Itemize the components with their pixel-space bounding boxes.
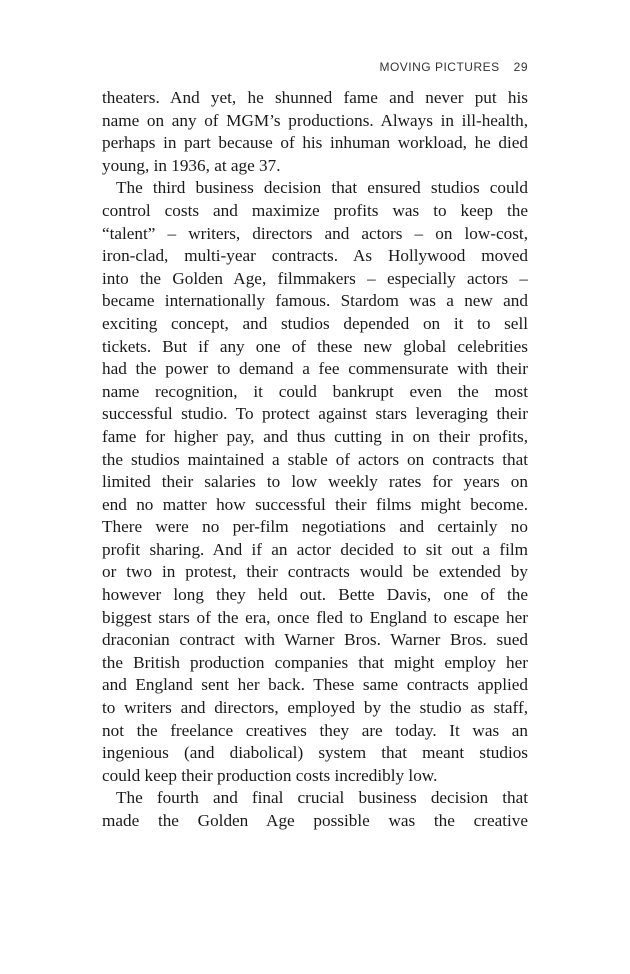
text-line-paragraph-start: The third business decision that ensured studios could <box>116 178 528 198</box>
text-line: perhaps in part because of his inhuman workload, he died <box>102 133 528 153</box>
text-line: name recognition, it could bankrupt even the most <box>102 381 528 401</box>
text-line: iron-clad, multi-year contracts. As Hollywood moved <box>102 246 528 266</box>
text-line: into the Golden Age, filmmakers – especially actors – <box>102 268 528 288</box>
body-text <box>102 87 528 833</box>
text-line-paragraph-start: The fourth and final crucial business decision that <box>116 788 528 808</box>
text-line: “talent” – writers, directors and actors – on low-cost, <box>102 223 528 243</box>
running-head <box>379 60 528 74</box>
text-line: tickets. But if any one of these new global celebrities <box>102 336 528 356</box>
text-line: biggest stars of the era, once fled to England to escape her <box>102 607 528 627</box>
text-line-paragraph-end: young, in 1936, at age 37. <box>102 155 281 175</box>
running-title: MOVING PICTURES <box>379 60 500 74</box>
text-line: the studios maintained a stable of actors on contracts that <box>102 449 528 469</box>
text-line: limited their salaries to low weekly rates for years on <box>102 472 528 492</box>
text-line: the British production companies that might employ her <box>102 652 528 672</box>
text-line: draconian contract with Warner Bros. Warner Bros. sued <box>102 630 528 650</box>
text-line: theaters. And yet, he shunned fame and never put his <box>102 88 528 107</box>
text-line: exciting concept, and studios depended on it to sell <box>102 313 528 333</box>
text-line: however long they held out. Bette Davis, one of the <box>102 585 528 605</box>
text-line: There were no per-film negotiations and certainly no <box>102 517 528 537</box>
text-line: profit sharing. And if an actor decided to sit out a film <box>102 539 528 559</box>
text-line: name on any of MGM’s productions. Always in ill-health, <box>102 110 528 130</box>
text-line: ingenious (and diabolical) system that meant studios <box>102 743 528 763</box>
text-line: and England sent her back. These same contracts applied <box>102 675 528 695</box>
text-line: or two in protest, their contracts would be extended by <box>102 562 528 582</box>
text-line: made the Golden Age possible was the creative <box>102 811 528 830</box>
text-line: fame for higher pay, and thus cutting in on their profits, <box>102 426 528 446</box>
text-line: became internationally famous. Stardom was a new and <box>102 291 528 311</box>
text-line: successful studio. To protect against stars leveraging their <box>102 404 528 424</box>
text-line: not the freelance creatives they are today. It was an <box>102 720 528 740</box>
text-line-paragraph-end: could keep their production costs incredibly low. <box>102 765 438 785</box>
text-line: had the power to demand a fee commensurate with their <box>102 359 528 379</box>
text-line: end no matter how successful their films might become. <box>102 494 528 514</box>
text-line: control costs and maximize profits was to keep the <box>102 200 528 220</box>
text-line: to writers and directors, employed by the studio as staff, <box>102 698 528 718</box>
page-number: 29 <box>513 60 528 74</box>
